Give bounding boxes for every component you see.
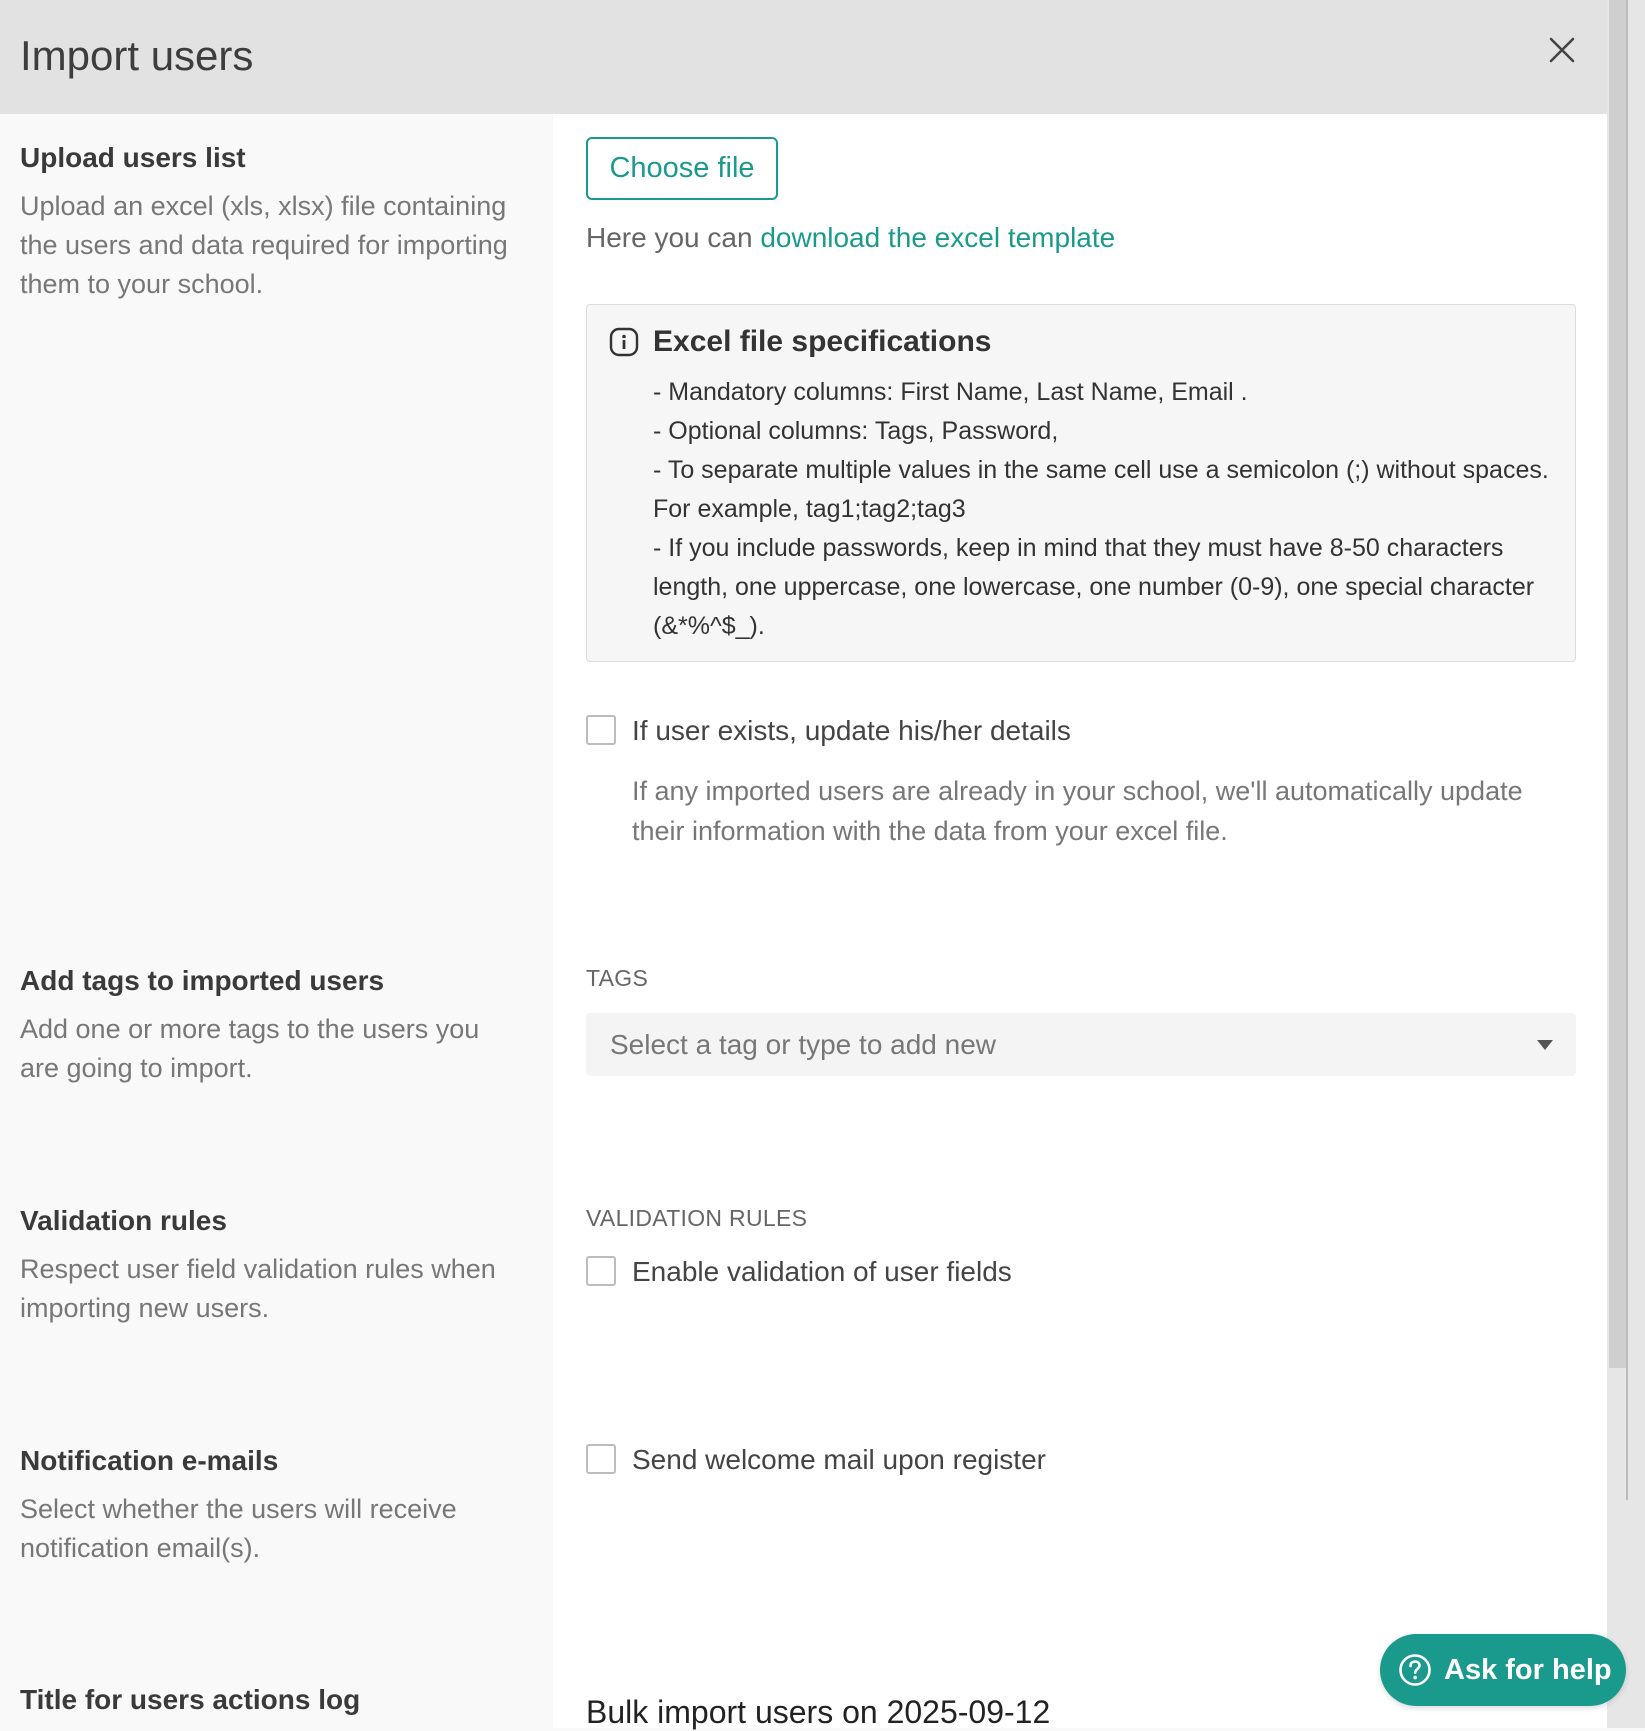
template-line [586, 222, 1115, 254]
notification-section-title: Notification e-mails [20, 1445, 279, 1476]
tags-section-title: Add tags to imported users [20, 965, 385, 996]
question-icon [1398, 1653, 1432, 1687]
update-existing-label[interactable]: If user exists, update his/her details [632, 715, 1071, 746]
spec-item: - Mandatory columns: First Name, Last Name, Email . [653, 378, 1248, 406]
tags-section-description: Add one or more tags to the users you are going to import. [20, 1014, 480, 1083]
section-descriptions-column [0, 114, 553, 1728]
spec-item: - To separate multiple values in the same cell use a semicolon (;) without spaces. For example, tag1;tag2;tag3 [653, 456, 1549, 523]
info-icon [609, 327, 639, 357]
caret-down-icon [1536, 1039, 1554, 1051]
validation-section-description: Respect user field validation rules when importing new users. [20, 1254, 496, 1323]
log-title-value[interactable]: Bulk import users on 2025-09-12 [586, 1694, 1051, 1730]
scrollbar-thumb[interactable] [1609, 0, 1627, 1368]
validation-section-title: Validation rules [20, 1205, 227, 1236]
scrollbar-edge [1626, 0, 1628, 1500]
specifications-title: Excel file specifications [653, 325, 992, 358]
update-existing-checkbox[interactable] [586, 715, 616, 745]
notification-section-description: Select whether the users will receive notification email(s). [20, 1494, 457, 1563]
tags-select-placeholder: Select a tag or type to add new [610, 1029, 997, 1060]
upload-section-title: Upload users list [20, 142, 246, 173]
validation-field-label: VALIDATION RULES [586, 1205, 808, 1231]
specifications-list [653, 373, 1559, 646]
modal-header [0, 0, 1607, 114]
tags-field-label: TAGS [586, 965, 649, 991]
welcome-mail-label[interactable]: Send welcome mail upon register [632, 1444, 1046, 1475]
upload-section-description: Upload an excel (xls, xlsx) file containing the users and data required for importing them to your school. [20, 191, 508, 299]
tags-select[interactable] [586, 1013, 1576, 1076]
close-icon [1548, 36, 1576, 64]
log-section-title: Title for users actions log [20, 1684, 361, 1715]
modal-title: Import users [20, 32, 254, 79]
enable-validation-label[interactable]: Enable validation of user fields [632, 1256, 1012, 1287]
ask-for-help-label: Ask for help [1444, 1653, 1612, 1686]
ask-for-help-button[interactable] [1380, 1634, 1626, 1706]
spec-item: - Optional columns: Tags, Password, [653, 417, 1059, 445]
enable-validation-checkbox[interactable] [586, 1256, 616, 1286]
download-template-link[interactable]: download the excel template [760, 222, 1116, 253]
excel-specifications-box [586, 304, 1576, 662]
choose-file-button[interactable]: Choose file [586, 137, 778, 200]
template-prefix: Here you can [586, 222, 761, 253]
welcome-mail-checkbox[interactable] [586, 1444, 616, 1474]
spec-item: - If you include passwords, keep in mind that they must have 8-50 characters length, one uppercase, one lowercase, one number (0-9), one special character (&*%^$_). [653, 534, 1535, 640]
close-button[interactable] [1540, 28, 1584, 72]
update-existing-helper: If any imported users are already in your school, we'll automatically update their information with the data from your excel file. [632, 776, 1523, 846]
